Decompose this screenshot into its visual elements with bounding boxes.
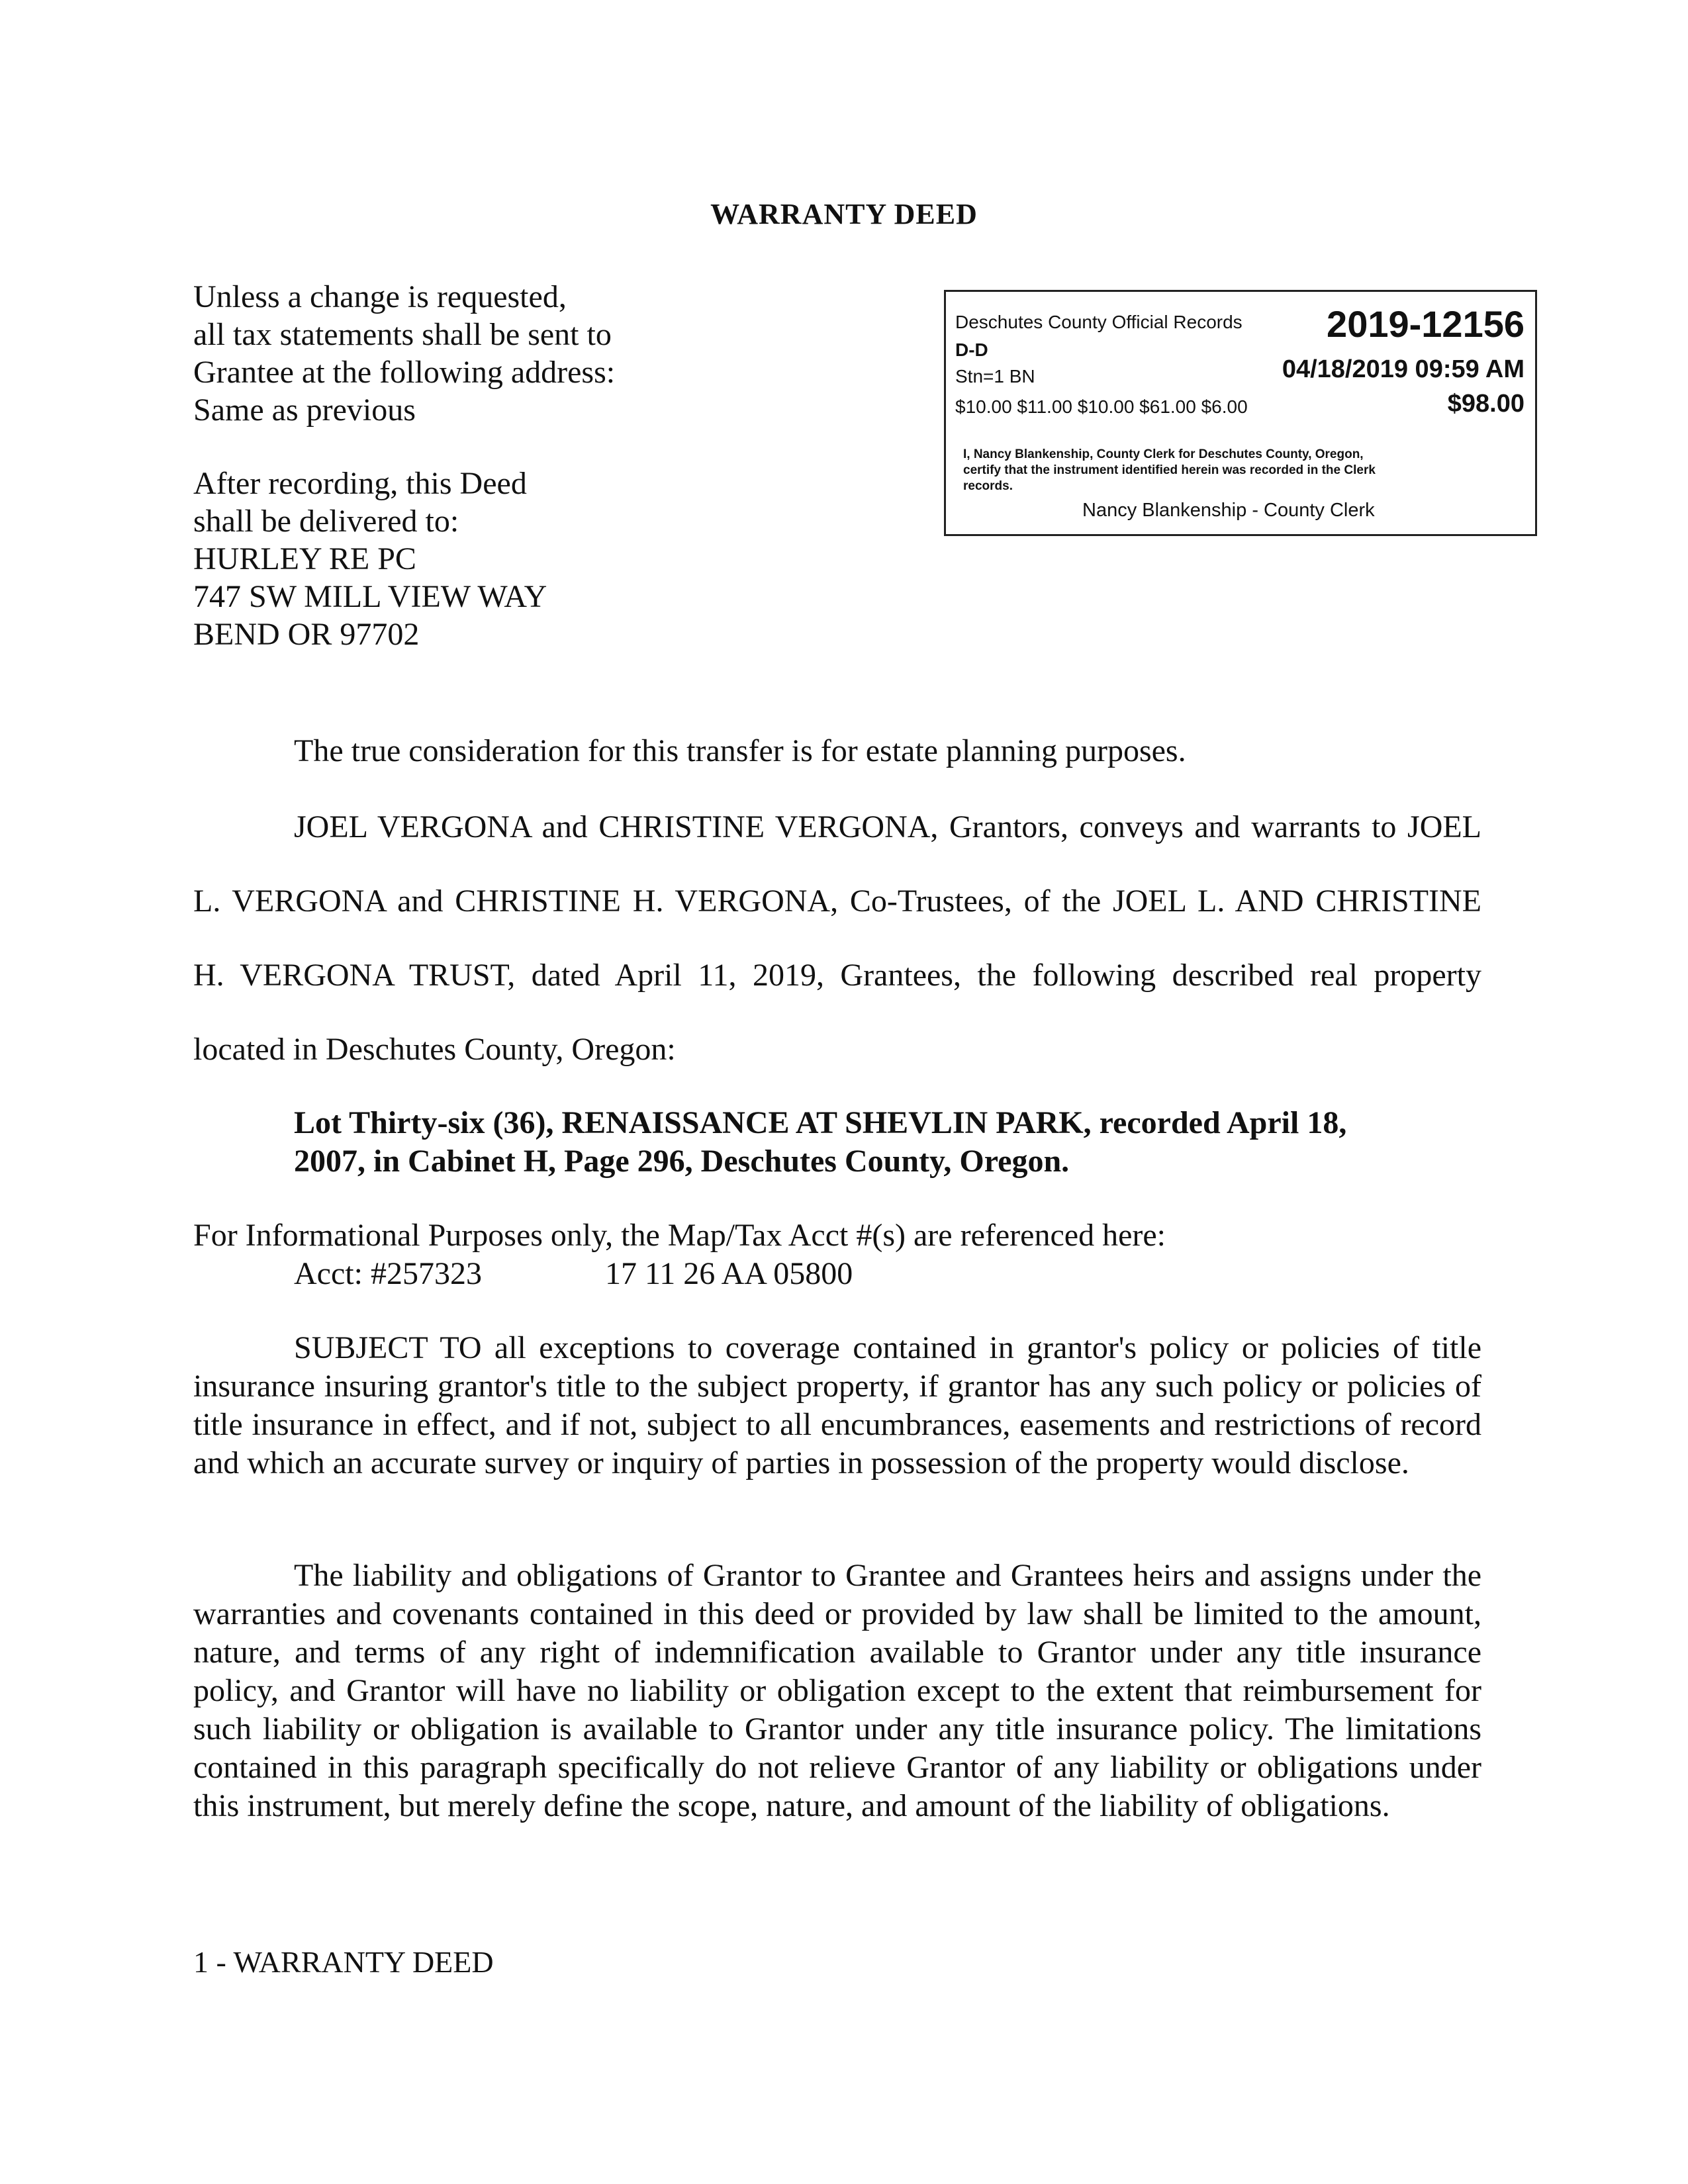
after-recording-block [193,465,547,653]
tax-statement-block [193,278,615,429]
stamp-doc-type: D-D [955,340,988,360]
after-recording-line: shall be delivered to: [193,504,459,539]
after-recording-line: After recording, this Deed [193,466,527,501]
certification-line: I, Nancy Blankenship, County Clerk for Deschutes County, Oregon, [963,447,1364,461]
page-title: WARRANTY DEED [710,198,978,230]
stamp-certification [963,447,1376,494]
stamp-clerk-signature: Nancy Blankenship - County Clerk [1082,500,1375,521]
conveyance-paragraph [193,790,1481,1087]
stamp-total: $98.00 [1447,390,1524,418]
after-recording-line: BEND OR 97702 [193,617,420,652]
certification-line: certify that the instrument identified herein was recorded in the Clerk [963,463,1376,477]
tax-account-number: Acct: #257323 [294,1256,482,1291]
conveyance-line: JOEL VERGONA and CHRISTINE VERGONA, Grantors, conveys and warrants to JOEL [294,809,1481,844]
certification-line: records. [963,479,1013,493]
subject-to-paragraph: SUBJECT TO all exceptions to coverage contained in grantor's policy or policies of title insurance insuring grantor's title to the subject property, if grantor has any such policy or policies of title insurance in effect, and if not, subject to all encumbrances, easements and restrictions of record and which an accurate survey or inquiry of parties in possession of the property would disclose. [193,1330,1481,1480]
stamp-datetime: 04/18/2019 09:59 AM [1282,355,1524,383]
tax-statement-line: all tax statements shall be sent to [193,317,612,352]
tax-statement-line: Grantee at the following address: [193,355,616,390]
tax-statement-line: Same as previous [193,392,416,428]
after-recording-line: HURLEY RE PC [193,541,416,576]
page-footer: 1 - WARRANTY DEED [193,1945,494,1979]
legal-description: Lot Thirty-six (36), RENAISSANCE AT SHEVLIN PARK, recorded April 18, 2007, in Cabinet H, Page 296, Deschutes County, Oregon. [294,1105,1347,1179]
conveyance-line: located in Deschutes County, Oregon: [193,1032,676,1067]
tax-statement-line: Unless a change is requested, [193,279,567,314]
after-recording-line: 747 SW MILL VIEW WAY [193,579,547,614]
stamp-fees: $10.00 $11.00 $10.00 $61.00 $6.00 [955,396,1248,417]
informational-intro: For Informational Purposes only, the Map/Tax Acct #(s) are referenced here: [193,1218,1166,1253]
map-tax-lot: 17 11 26 AA 05800 [605,1256,853,1291]
liability-paragraph: The liability and obligations of Grantor to Grantee and Grantees heirs and assigns under the warranties and covenants contained in this deed or provided by law shall be limited to the amount, nature, and terms of any right of indemnification available to Grantor under any title insurance policy, and Grantor will have no liability or obligation except to the extent that reimbursement for such liability or obligation is available to Grantor under any title insurance policy. The limitations contained in this paragraph specifically do not relieve Grantor of any liability or obligations under this instrument, but merely define the scope, nature, and amount of the liability of obligations. [193,1558,1481,1823]
stamp-station: Stn=1 BN [955,366,1035,387]
recording-stamp [944,290,1537,536]
stamp-document-number: 2019-12156 [1327,303,1524,345]
conveyance-line: H. VERGONA TRUST, dated April 11, 2019, Grantees, the following described real property [193,958,1481,993]
conveyance-line: L. VERGONA and CHRISTINE H. VERGONA, Co-Trustees, of the JOEL L. AND CHRISTINE [193,884,1481,919]
stamp-office: Deschutes County Official Records [955,312,1243,332]
consideration-paragraph: The true consideration for this transfer is for estate planning purposes. [294,733,1186,768]
